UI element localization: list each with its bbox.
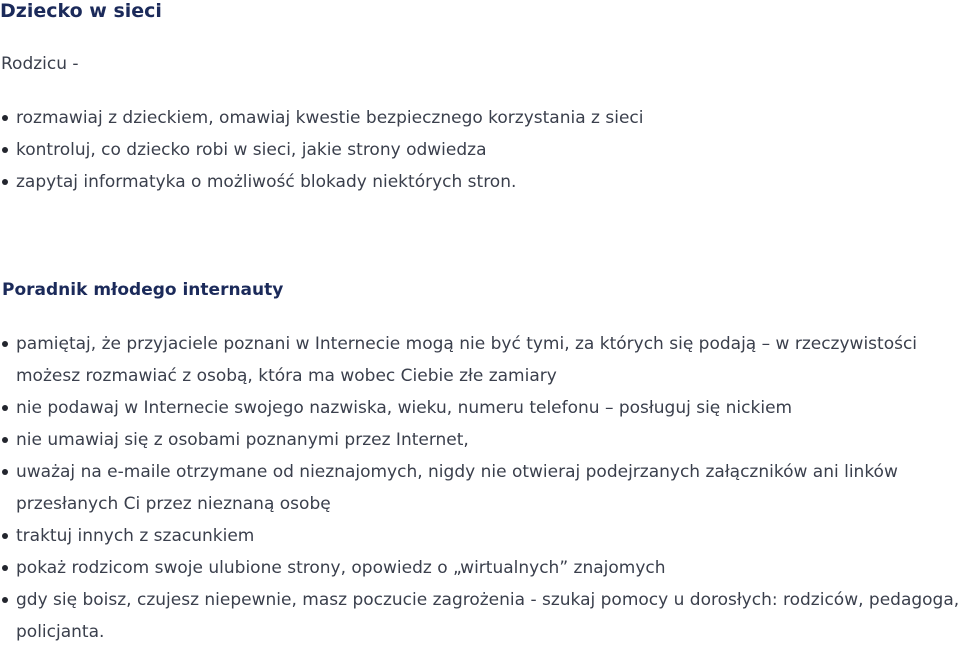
list-item xyxy=(0,584,960,648)
bullet-icon xyxy=(2,597,8,603)
list-item-text: pamiętaj, że przyjaciele poznani w Internecie mogą nie być tymi, za których się podają – w rzeczywistości możesz rozmawiać z osobą, która ma wobec Ciebie złe zamiary xyxy=(16,334,918,386)
section-heading: Poradnik młodego internauty xyxy=(2,280,284,300)
list-item-text: gdy się boisz, czujesz niepewnie, masz poczucie zagrożenia - szukaj pomocy u dorosłych: rodziców, pedagoga, policjanta. xyxy=(16,590,960,642)
list-item-text: nie umawiaj się z osobami poznanymi przez Internet, xyxy=(16,430,469,450)
list-item xyxy=(0,166,960,198)
list-item-text: zapytaj informatyka o możliwość blokady niektórych stron. xyxy=(16,172,517,192)
list-item xyxy=(0,424,960,456)
list-item xyxy=(0,520,960,552)
bullet-icon xyxy=(2,469,8,475)
list-item xyxy=(0,392,960,424)
list-item xyxy=(0,552,960,584)
list-item-text: kontroluj, co dziecko robi w sieci, jakie strony odwiedza xyxy=(16,140,487,160)
intro-text: Rodzicu - xyxy=(1,54,79,74)
bullet-icon xyxy=(2,533,8,539)
bullet-icon xyxy=(2,115,8,121)
bullet-icon xyxy=(2,147,8,153)
list-item-text: nie podawaj w Internecie swojego nazwiska, wieku, numeru telefonu – posługuj się nickiem xyxy=(16,398,793,418)
list-item-text: uważaj na e-maile otrzymane od nieznajomych, nigdy nie otwieraj podejrzanych załączników ani linków przesłanych Ci przez nieznaną osobę xyxy=(16,462,898,514)
page-title: Dziecko w sieci xyxy=(0,0,162,22)
list-item xyxy=(0,328,960,392)
list-item-text: pokaż rodzicom swoje ulubione strony, opowiedz o „wirtualnych” znajomych xyxy=(16,558,666,578)
parent-tips-list xyxy=(0,102,960,198)
bullet-icon xyxy=(2,341,8,347)
bullet-icon xyxy=(2,437,8,443)
list-item-text: rozmawiaj z dzieckiem, omawiaj kwestie bezpiecznego korzystania z sieci xyxy=(16,108,644,128)
bullet-icon xyxy=(2,405,8,411)
list-item-text: traktuj innych z szacunkiem xyxy=(16,526,255,546)
guide-tips-list xyxy=(0,328,960,648)
bullet-icon xyxy=(2,179,8,185)
list-item xyxy=(0,134,960,166)
list-item xyxy=(0,102,960,134)
bullet-icon xyxy=(2,565,8,571)
list-item xyxy=(0,456,960,520)
